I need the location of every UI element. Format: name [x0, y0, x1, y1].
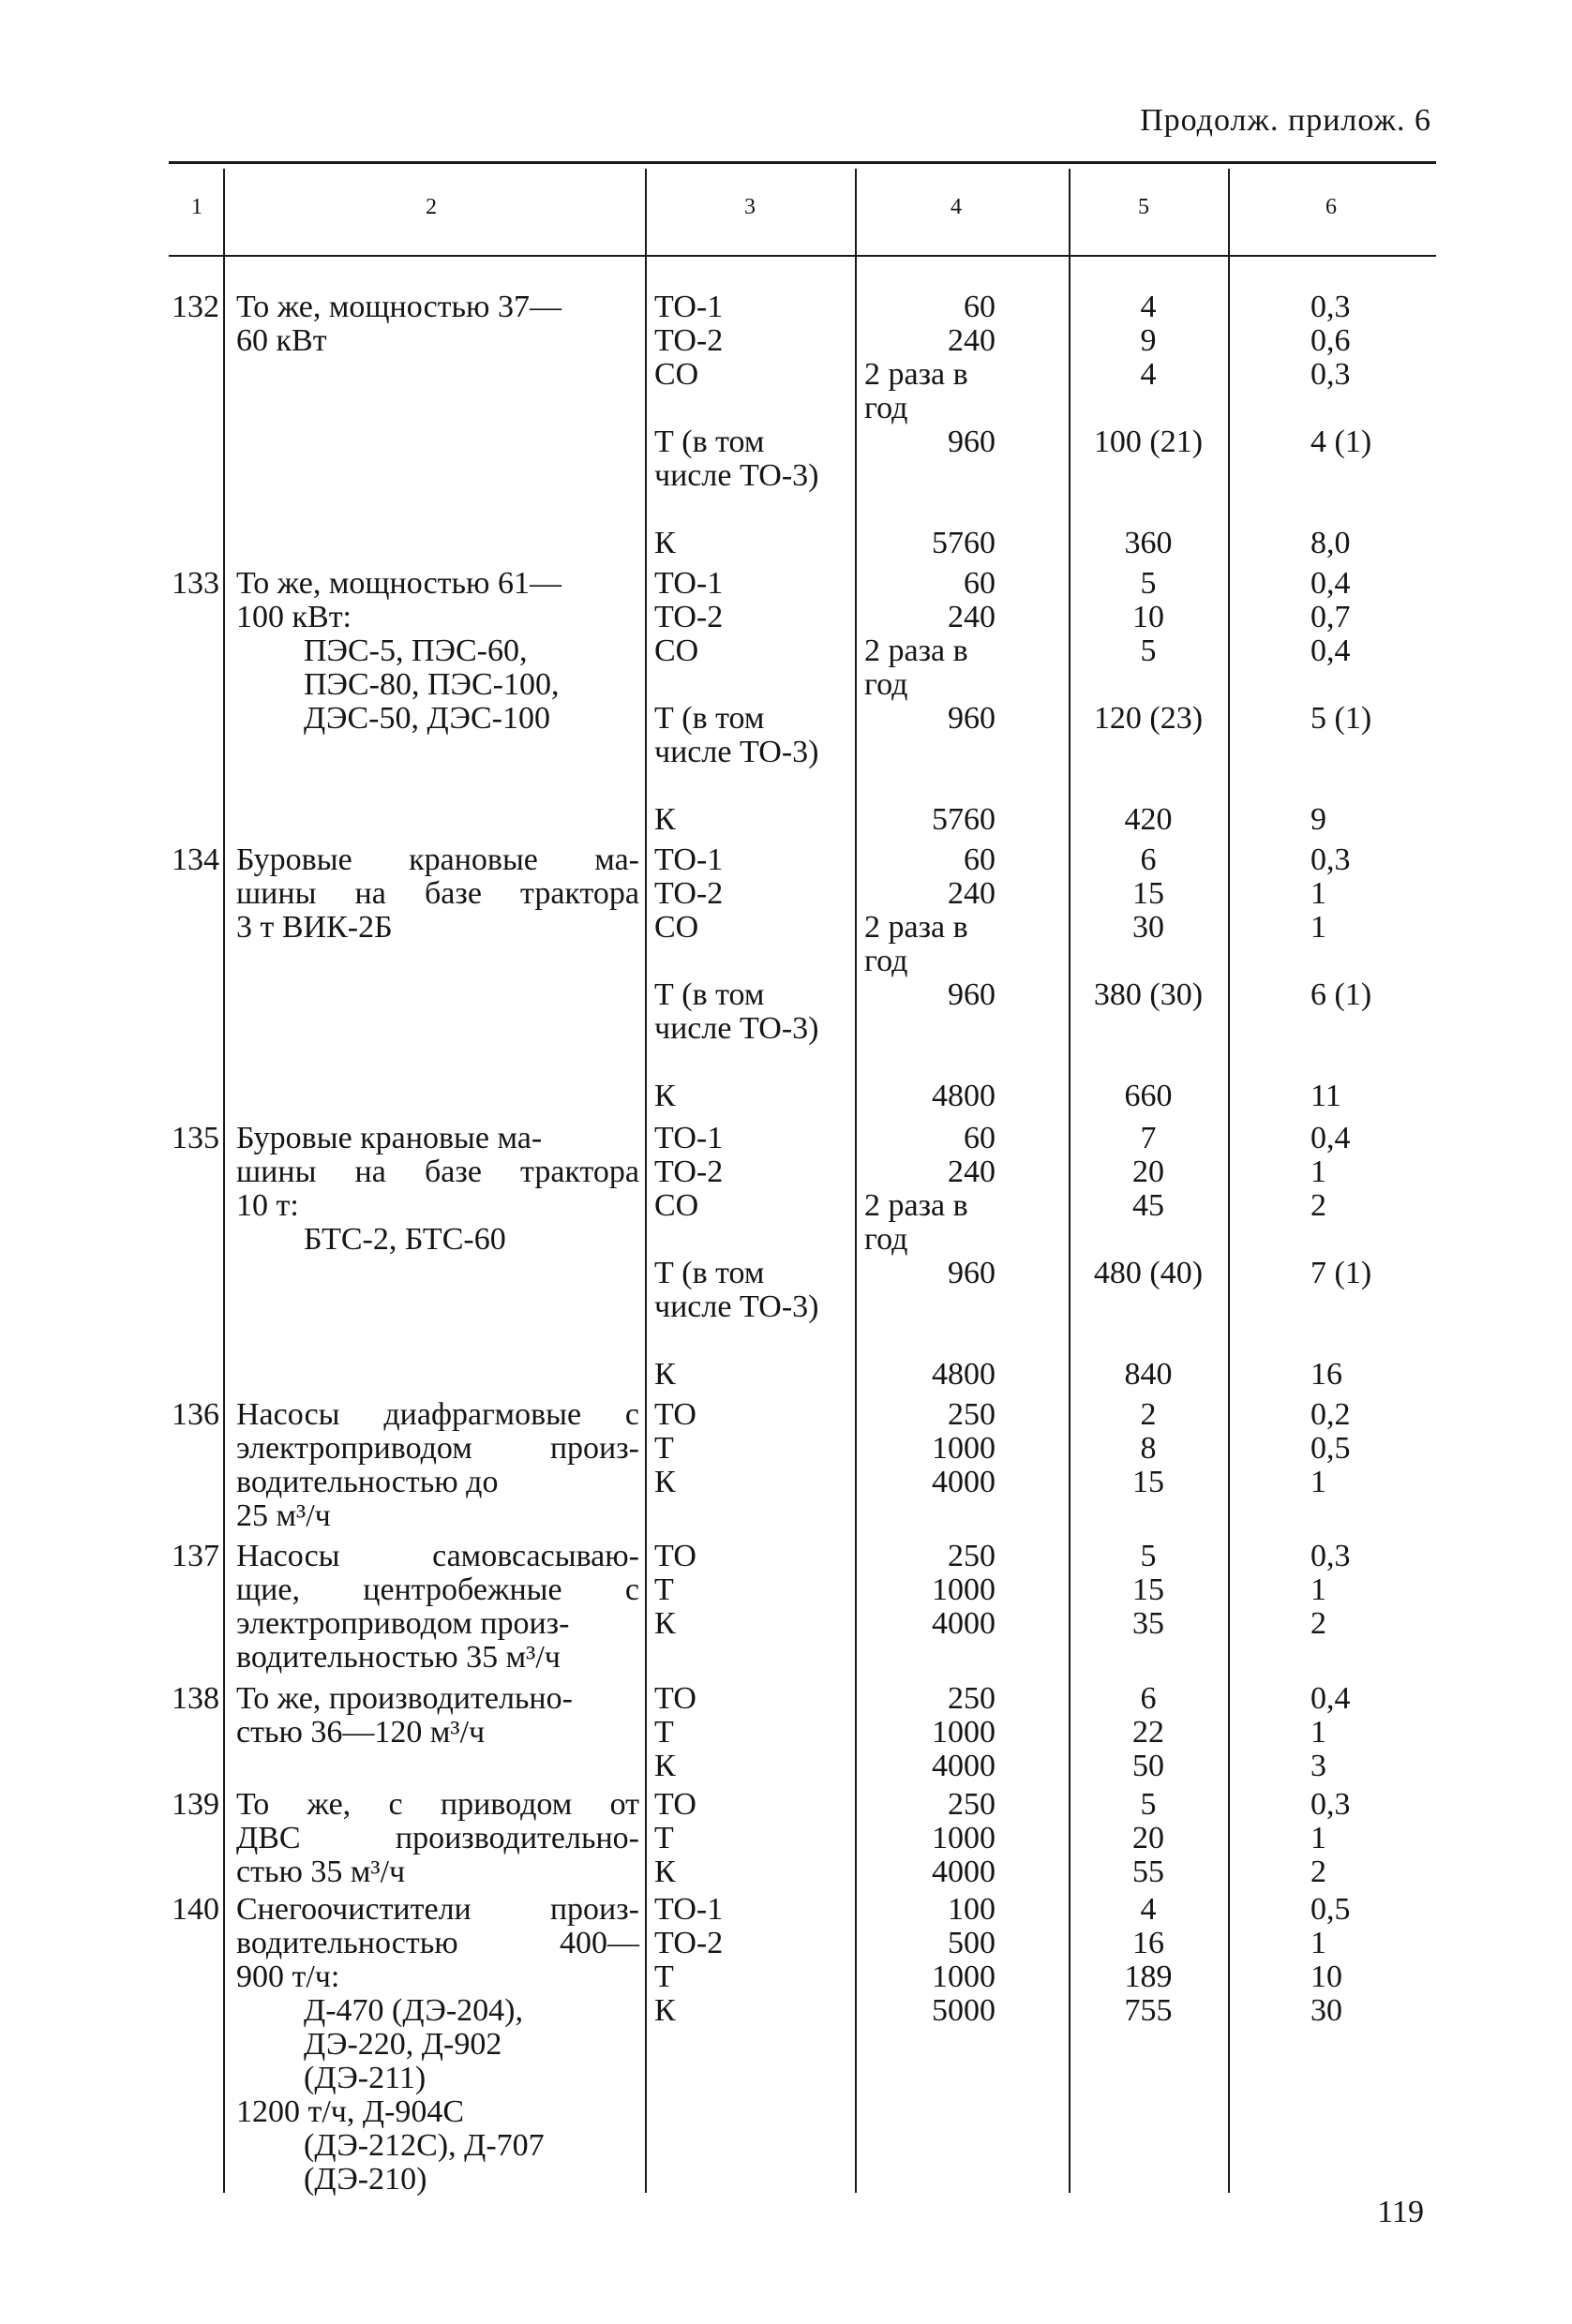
maintenance-type: ТО — [654, 1397, 696, 1432]
description-line: электроприводом произ- — [236, 1431, 639, 1466]
period: 500 — [948, 1926, 996, 1960]
cost-value: 0,4 — [1310, 1681, 1351, 1716]
description-line: (ДЭ-212С), Д-707 — [304, 2128, 545, 2163]
row-number: 139 — [172, 1787, 219, 1822]
period: 1000 — [932, 1715, 996, 1750]
description-line: водительностью 35 м³/ч — [236, 1640, 561, 1675]
maintenance-type: ТО — [654, 1681, 696, 1716]
maintenance-type: К — [654, 1357, 676, 1392]
maintenance-type: ТО-1 — [654, 842, 724, 877]
period: 5760 — [932, 802, 996, 837]
period: 4000 — [932, 1855, 996, 1889]
column-header: 4 — [951, 195, 962, 219]
top-rule — [169, 161, 1436, 164]
column-divider — [223, 169, 225, 2193]
item-description — [236, 1893, 639, 2197]
item-description — [236, 1682, 639, 1750]
period: 250 — [948, 1681, 996, 1716]
cost-value: 7 (1) — [1310, 1256, 1372, 1290]
period: 4000 — [932, 1749, 996, 1783]
maintenance-type: Т — [654, 1821, 674, 1855]
labor-value: 100 (21) — [1093, 425, 1204, 459]
description-line: (ДЭ-210) — [304, 2162, 427, 2197]
cost-value: 0,7 — [1310, 600, 1351, 634]
cost-value: 0,2 — [1310, 1397, 1351, 1432]
labor-value: 10 — [1132, 600, 1164, 634]
labor-value: 755 — [1124, 1993, 1173, 2028]
description-line: Насосы диафрагмовые с — [236, 1397, 639, 1432]
cost-value: 6 (1) — [1310, 977, 1372, 1012]
labor-value: 840 — [1124, 1357, 1173, 1392]
labor-value: 420 — [1124, 802, 1173, 837]
cost-value: 16 — [1310, 1357, 1342, 1392]
column-header: 6 — [1325, 195, 1337, 219]
maintenance-type: СО — [654, 1188, 699, 1223]
cost-value: 0,3 — [1310, 357, 1351, 392]
row-number: 133 — [172, 566, 219, 601]
description-line: 100 кВт: — [236, 600, 352, 634]
cost-value: 5 (1) — [1310, 701, 1372, 736]
cost-value: 0,6 — [1310, 323, 1351, 358]
period: 1000 — [932, 1431, 996, 1466]
description-line: (ДЭ-211) — [304, 2061, 427, 2095]
description-line: шины на базе трактора — [236, 1155, 639, 1189]
page-number: 119 — [1377, 2195, 1424, 2229]
period: 5760 — [932, 526, 996, 560]
maintenance-type: ТО-1 — [654, 1121, 724, 1155]
cost-value: 0,4 — [1310, 566, 1351, 601]
maintenance-type: К — [654, 802, 676, 837]
maintenance-type: ТО-1 — [654, 290, 724, 324]
period: 4800 — [932, 1079, 996, 1113]
labor-value: 6 — [1140, 842, 1157, 877]
period: 1000 — [932, 1572, 996, 1607]
item-description — [236, 567, 639, 736]
description-line: ДЭ-220, Д-902 — [304, 2027, 502, 2062]
period: 240 — [948, 600, 996, 634]
period: 2 раза в год — [864, 633, 968, 702]
cost-value: 8,0 — [1310, 526, 1351, 560]
labor-value: 45 — [1132, 1188, 1164, 1223]
maintenance-type: К — [654, 1606, 676, 1641]
maintenance-type: Т — [654, 1431, 674, 1466]
row-number: 137 — [172, 1539, 219, 1573]
period: 60 — [964, 1121, 996, 1155]
item-description — [236, 290, 639, 358]
description-line: То же, мощностью 37— — [236, 290, 561, 324]
maintenance-type: К — [654, 1749, 676, 1783]
period: 60 — [964, 842, 996, 877]
labor-value: 4 — [1140, 1892, 1157, 1927]
page-header: Продолж. прилож. 6 — [1140, 103, 1431, 138]
cost-value: 1 — [1310, 910, 1326, 945]
header-rule — [169, 255, 1436, 257]
maintenance-type: К — [654, 1855, 676, 1889]
description-line: 3 т ВИК-2Б — [236, 910, 393, 945]
maintenance-type: ТО-2 — [654, 600, 724, 634]
labor-value: 360 — [1124, 526, 1173, 560]
maintenance-type: ТО — [654, 1539, 696, 1573]
description-line: стью 35 м³/ч — [236, 1855, 406, 1889]
description-line: водительностью 400— — [236, 1926, 639, 1960]
row-number: 135 — [172, 1121, 219, 1155]
row-number: 140 — [172, 1892, 219, 1927]
labor-value: 4 — [1140, 357, 1157, 392]
cost-value: 0,3 — [1310, 1787, 1351, 1822]
description-line: 1200 т/ч, Д-904С — [236, 2094, 465, 2129]
labor-value: 22 — [1132, 1715, 1164, 1750]
description-line: Буровые крановые ма- — [236, 842, 639, 877]
cost-value: 0,3 — [1310, 842, 1351, 877]
maintenance-type: ТО-2 — [654, 1926, 724, 1960]
labor-value: 2 — [1140, 1397, 1157, 1432]
period: 100 — [948, 1892, 996, 1927]
labor-value: 20 — [1132, 1821, 1164, 1855]
period: 2 раза в год — [864, 910, 968, 978]
maintenance-type: К — [654, 1465, 676, 1499]
cost-value: 0,5 — [1310, 1431, 1351, 1466]
maintenance-type: Т — [654, 1715, 674, 1750]
period: 250 — [948, 1787, 996, 1822]
cost-value: 2 — [1310, 1855, 1326, 1889]
description-line: 60 кВт — [236, 323, 327, 358]
description-line: щие, центробежные с — [236, 1572, 639, 1607]
labor-value: 15 — [1132, 1572, 1164, 1607]
period: 250 — [948, 1397, 996, 1432]
period: 240 — [948, 876, 996, 911]
description-line: То же, производительно- — [236, 1681, 573, 1716]
labor-value: 50 — [1132, 1749, 1164, 1783]
maintenance-type: ТО-1 — [654, 566, 724, 601]
description-line: Д-470 (ДЭ-204), — [304, 1993, 523, 2028]
cost-value: 0,3 — [1310, 1539, 1351, 1573]
description-line: ДЭС-50, ДЭС-100 — [304, 701, 550, 736]
item-description — [236, 1122, 639, 1257]
cost-value: 1 — [1310, 1926, 1326, 1960]
labor-value: 35 — [1132, 1606, 1164, 1641]
labor-value: 16 — [1132, 1926, 1164, 1960]
row-number: 134 — [172, 842, 219, 877]
period: 60 — [964, 566, 996, 601]
cost-value: 1 — [1310, 1155, 1326, 1189]
row-number: 138 — [172, 1681, 219, 1716]
period: 5000 — [932, 1993, 996, 2028]
description-line: То же, мощностью 61— — [236, 566, 561, 601]
maintenance-type: Т (в том числе ТО-3) — [654, 425, 819, 493]
labor-value: 9 — [1140, 323, 1157, 358]
period: 960 — [948, 425, 996, 459]
period: 240 — [948, 1155, 996, 1189]
maintenance-type: СО — [654, 357, 699, 392]
column-header: 1 — [191, 195, 202, 219]
maintenance-type: Т (в том числе ТО-3) — [654, 701, 819, 769]
cost-value: 10 — [1310, 1959, 1342, 1994]
labor-value: 120 (23) — [1093, 701, 1204, 736]
column-divider — [1069, 169, 1070, 2193]
period: 250 — [948, 1539, 996, 1573]
maintenance-type: Т — [654, 1959, 674, 1994]
cost-value: 1 — [1310, 1572, 1326, 1607]
cost-value: 0,4 — [1310, 1121, 1351, 1155]
cost-value: 3 — [1310, 1749, 1326, 1783]
description-line: То же, с приводом от — [236, 1787, 639, 1822]
period: 1000 — [932, 1821, 996, 1855]
description-line: ПЭС-5, ПЭС-60, — [304, 633, 528, 668]
labor-value: 15 — [1132, 1465, 1164, 1499]
description-line: 900 т/ч: — [236, 1959, 340, 1994]
labor-value: 5 — [1140, 1539, 1157, 1573]
period: 960 — [948, 701, 996, 736]
period: 1000 — [932, 1959, 996, 1994]
column-divider — [645, 169, 647, 2193]
maintenance-type: ТО — [654, 1787, 696, 1822]
period: 60 — [964, 290, 996, 324]
maintenance-type: СО — [654, 633, 699, 668]
labor-value: 15 — [1132, 876, 1164, 911]
labor-value: 5 — [1140, 1787, 1157, 1822]
labor-value: 8 — [1140, 1431, 1157, 1466]
description-line: Снегоочистители произ- — [236, 1892, 639, 1927]
labor-value: 30 — [1132, 910, 1164, 945]
maintenance-type: Т — [654, 1572, 674, 1607]
period: 2 раза в год — [864, 357, 968, 425]
cost-value: 1 — [1310, 876, 1326, 911]
cost-value: 2 — [1310, 1188, 1326, 1223]
row-number: 136 — [172, 1397, 219, 1432]
labor-value: 6 — [1140, 1681, 1157, 1716]
maintenance-type: СО — [654, 910, 699, 945]
labor-value: 20 — [1132, 1155, 1164, 1189]
item-description — [236, 1540, 639, 1675]
labor-value: 380 (30) — [1093, 977, 1204, 1012]
period: 4000 — [932, 1606, 996, 1641]
maintenance-type: Т (в том числе ТО-3) — [654, 1256, 819, 1324]
description-line: БТС-2, БТС-60 — [304, 1222, 506, 1257]
maintenance-type: ТО-2 — [654, 876, 724, 911]
description-line: ДВС производительно- — [236, 1821, 639, 1855]
description-line: Буровые крановые ма- — [236, 1121, 543, 1155]
description-line: ПЭС-80, ПЭС-100, — [304, 667, 560, 702]
item-description — [236, 843, 639, 945]
labor-value: 189 — [1124, 1959, 1173, 1994]
maintenance-type: ТО-2 — [654, 1155, 724, 1189]
description-line: стью 36—120 м³/ч — [236, 1715, 486, 1750]
maintenance-type: Т (в том числе ТО-3) — [654, 977, 819, 1046]
description-line: Насосы самовсасываю- — [236, 1539, 639, 1573]
maintenance-type: К — [654, 1079, 676, 1113]
description-line: электроприводом произ- — [236, 1606, 570, 1641]
cost-value: 30 — [1310, 1993, 1342, 2028]
labor-value: 480 (40) — [1093, 1256, 1204, 1290]
column-divider — [1228, 169, 1230, 2193]
description-line: 25 м³/ч — [236, 1498, 331, 1533]
cost-value: 11 — [1310, 1079, 1341, 1113]
description-line: водительностью до — [236, 1465, 499, 1499]
period: 960 — [948, 977, 996, 1012]
description-line: 10 т: — [236, 1188, 299, 1223]
labor-value: 660 — [1124, 1079, 1173, 1113]
cost-value: 0,5 — [1310, 1892, 1351, 1927]
cost-value: 1 — [1310, 1465, 1326, 1499]
labor-value: 55 — [1132, 1855, 1164, 1889]
column-header: 2 — [426, 195, 437, 219]
cost-value: 0,3 — [1310, 290, 1351, 324]
maintenance-type: ТО-1 — [654, 1892, 724, 1927]
period: 960 — [948, 1256, 996, 1290]
period: 240 — [948, 323, 996, 358]
description-line: шины на базе трактора — [236, 876, 639, 911]
period: 2 раза в год — [864, 1188, 968, 1257]
labor-value: 5 — [1140, 566, 1157, 601]
period: 4800 — [932, 1357, 996, 1392]
cost-value: 2 — [1310, 1606, 1326, 1641]
column-header: 3 — [744, 195, 756, 219]
labor-value: 7 — [1140, 1121, 1157, 1155]
cost-value: 4 (1) — [1310, 425, 1372, 459]
cost-value: 9 — [1310, 802, 1326, 837]
row-number: 132 — [172, 290, 219, 324]
maintenance-type: К — [654, 526, 676, 560]
item-description — [236, 1788, 639, 1889]
maintenance-type: ТО-2 — [654, 323, 724, 358]
cost-value: 1 — [1310, 1821, 1326, 1855]
period: 4000 — [932, 1465, 996, 1499]
column-divider — [855, 169, 857, 2193]
cost-value: 0,4 — [1310, 633, 1351, 668]
labor-value: 5 — [1140, 633, 1157, 668]
cost-value: 1 — [1310, 1715, 1326, 1750]
maintenance-type: К — [654, 1993, 676, 2028]
labor-value: 4 — [1140, 290, 1157, 324]
item-description — [236, 1398, 639, 1533]
column-header: 5 — [1138, 195, 1149, 219]
